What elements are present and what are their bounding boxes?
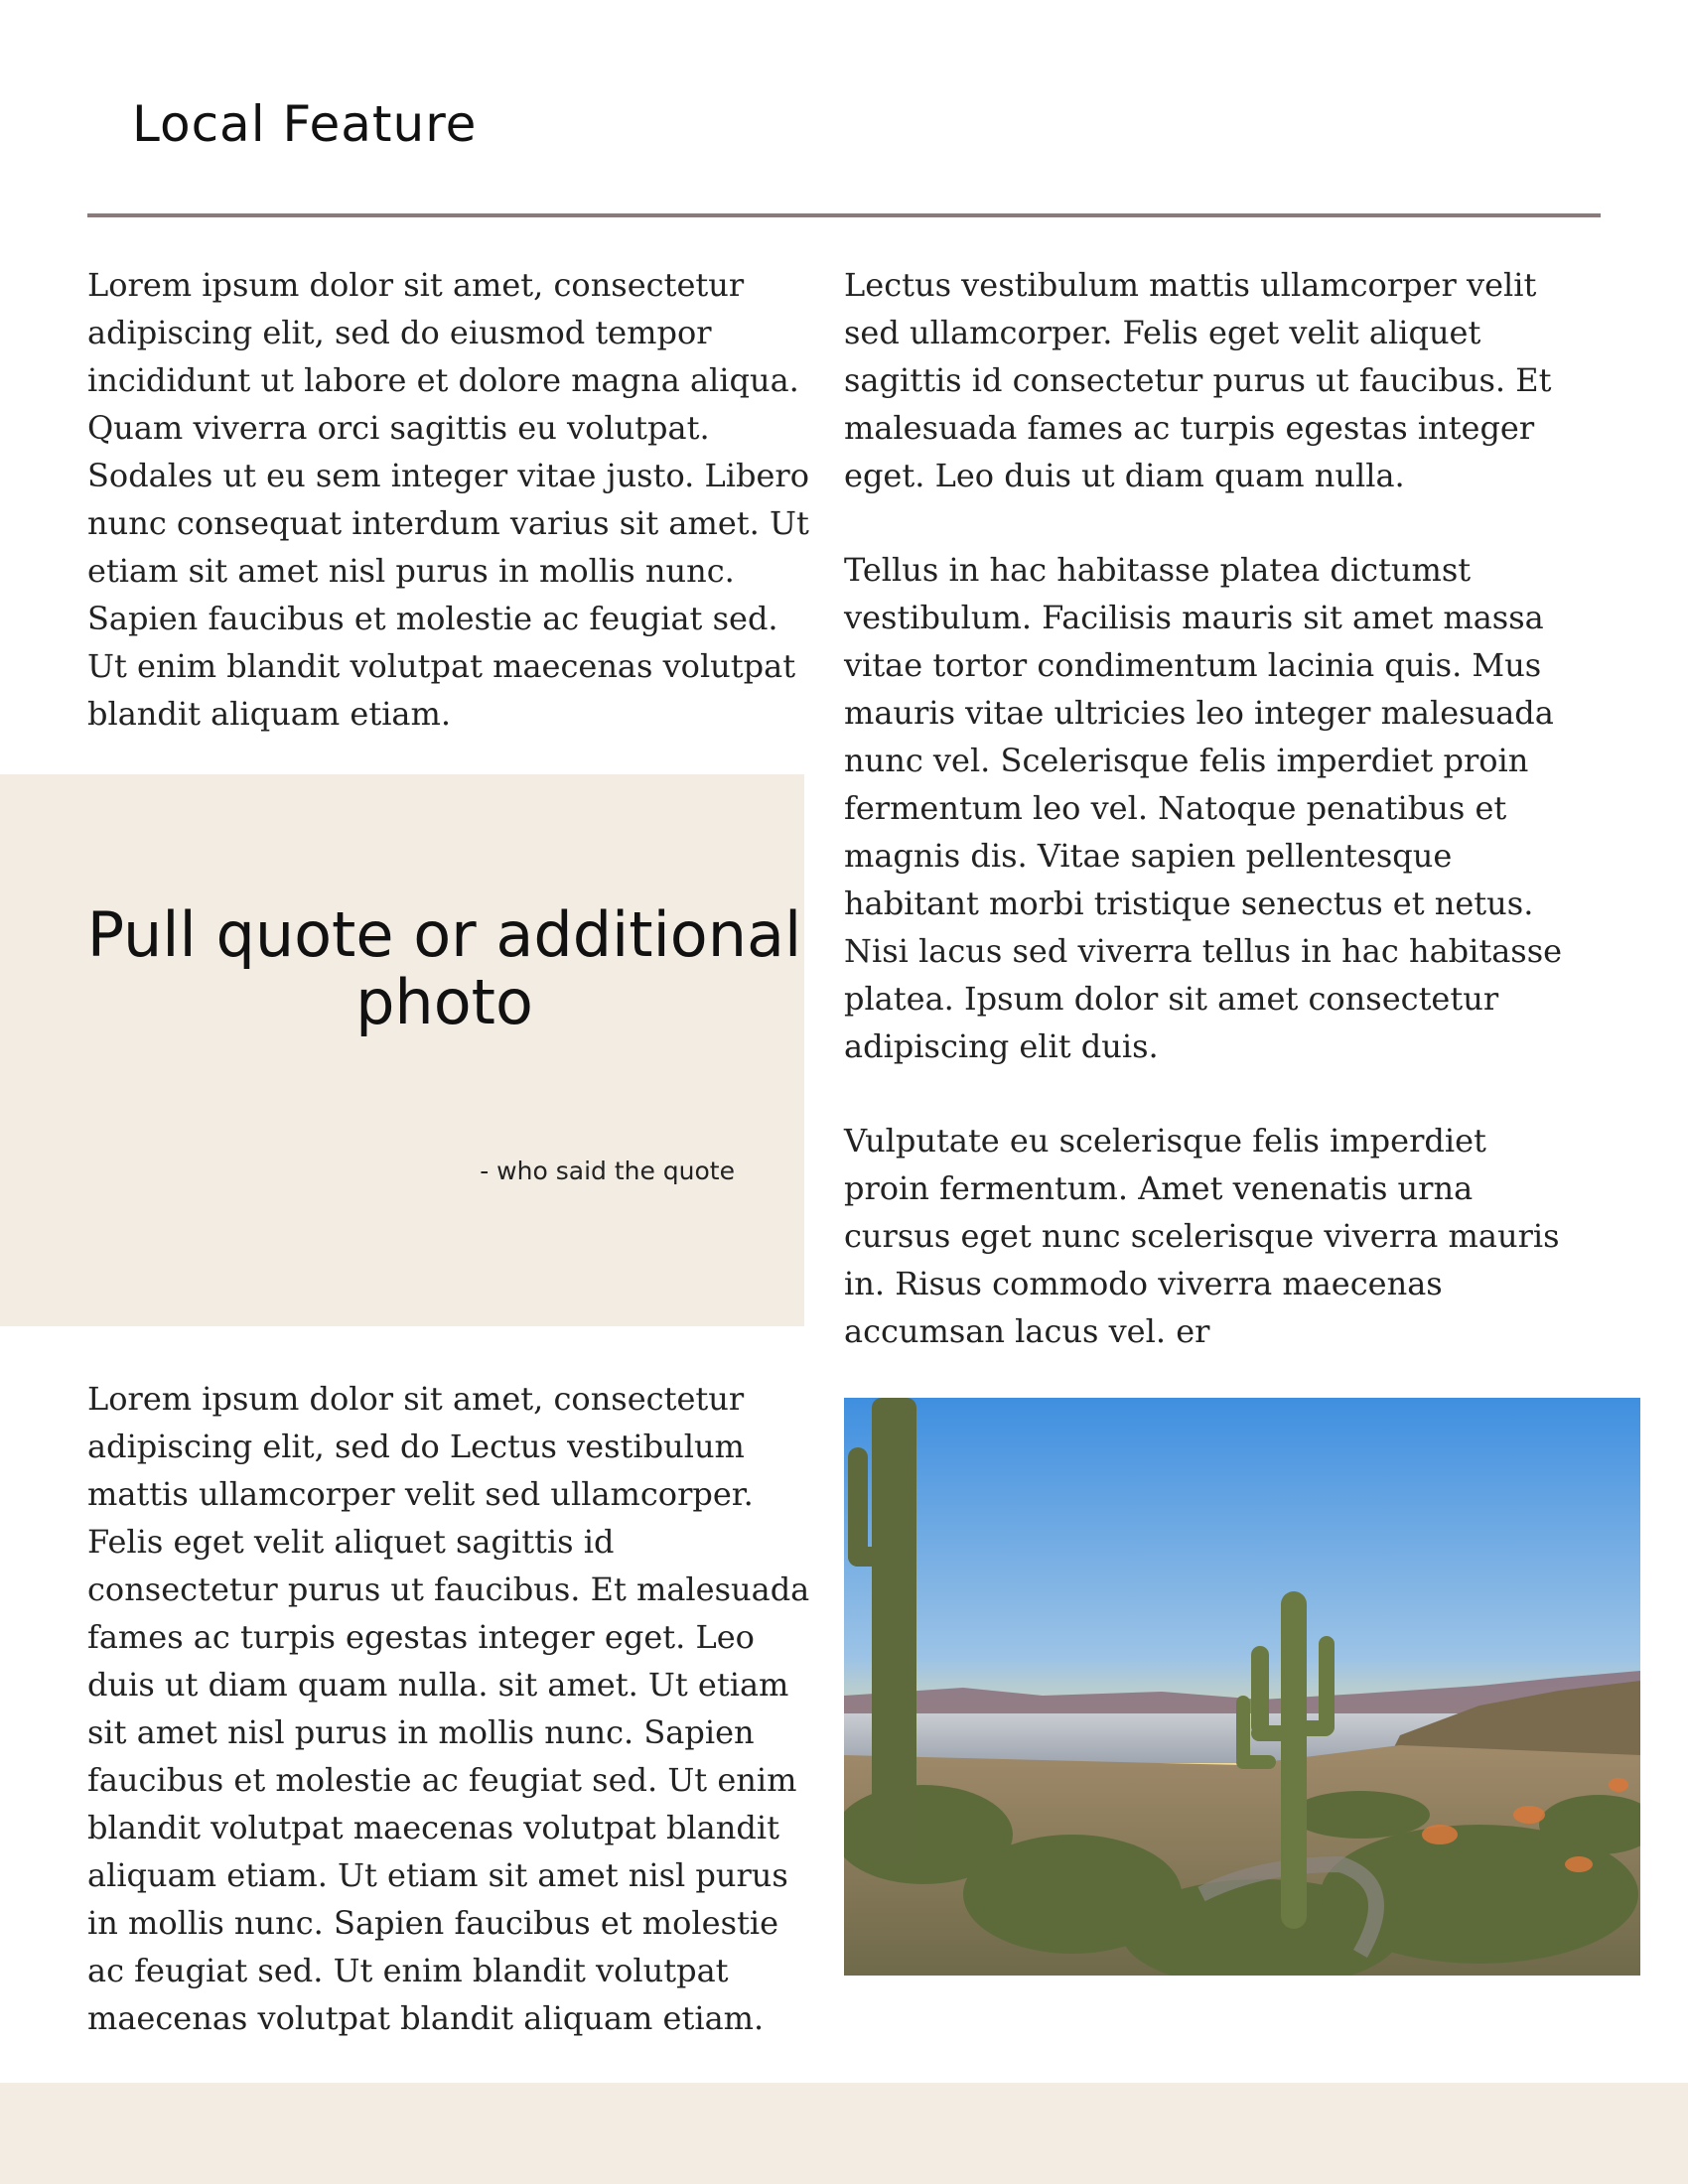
page-title: Local Feature [132,95,478,153]
left-paragraph-1: Lorem ipsum dolor sit amet, consectetur adipiscing elit, sed do eiusmod tempor incididunt ut labore et dolore magna aliqua. Quam viverra orci sagittis eu volutpat. Sodales ut eu sem integer vitae justo. Libero nunc consequat interdum varius sit amet. Ut etiam sit amet nisl purus in mollis nunc. Sapien faucibus et molestie ac feugiat sed. Ut enim blandit volutpat maecenas volutpat blandit aliquam etiam. [87,266,809,733]
desert-lake-photo [844,1398,1640,1976]
right-paragraph-1: Lectus vestibulum mattis ullamcorper velit sed ullamcorper. Felis eget velit aliquet sagittis id consectetur purus ut faucibus. Et malesuada fames ac turpis egestas integer eget. Leo duis ut diam quam nulla. [844,266,1552,494]
pull-quote-box [0,774,804,1326]
left-paragraph-2: Lorem ipsum dolor sit amet, consectetur adipiscing elit, sed do Lectus vestibulum mattis ullamcorper velit sed ullamcorper. Felis eget velit aliquet sagittis id consectetur purus ut faucibus. Et malesuada fames ac turpis egestas integer eget. Leo duis ut diam quam nulla. sit amet. Ut etiam sit amet nisl purus in mollis nunc. Sapien faucibus et molestie ac feugiat sed. Ut enim blandit volutpat maecenas volutpat blandit aliquam etiam. Ut etiam sit amet nisl purus in mollis nunc. Sapien faucibus et molestie ac feugiat sed. Ut enim blandit volutpat maecenas volutpat blandit aliquam etiam. [87,1380,810,2037]
right-paragraph-2: Tellus in hac habitasse platea dictumst vestibulum. Facilisis mauris sit amet massa vitae tortor condimentum lacinia quis. Mus mauris vitae ultricies leo integer malesuada nunc vel. Scelerisque felis imperdiet proin fermentum leo vel. Natoque penatibus et magnis dis. Vitae sapien pellentesque habitant morbi tristique senectus et netus. Nisi lacus sed viverra tellus in hac habitasse platea. Ipsum dolor sit amet consectetur adipiscing elit duis. [844,551,1563,1065]
footer-band [0,2083,1688,2184]
pull-quote-attribution: - who said the quote [480,1157,735,1185]
pull-quote-text: Pull quote or additional photo [86,898,802,1038]
header-divider [87,213,1601,217]
right-paragraph-3: Vulputate eu scelerisque felis imperdiet proin fermentum. Amet venenatis urna cursus eget nunc scelerisque viverra mauris in. Risus commodo viverra maecenas accumsan lacus vel. er [844,1122,1560,1350]
